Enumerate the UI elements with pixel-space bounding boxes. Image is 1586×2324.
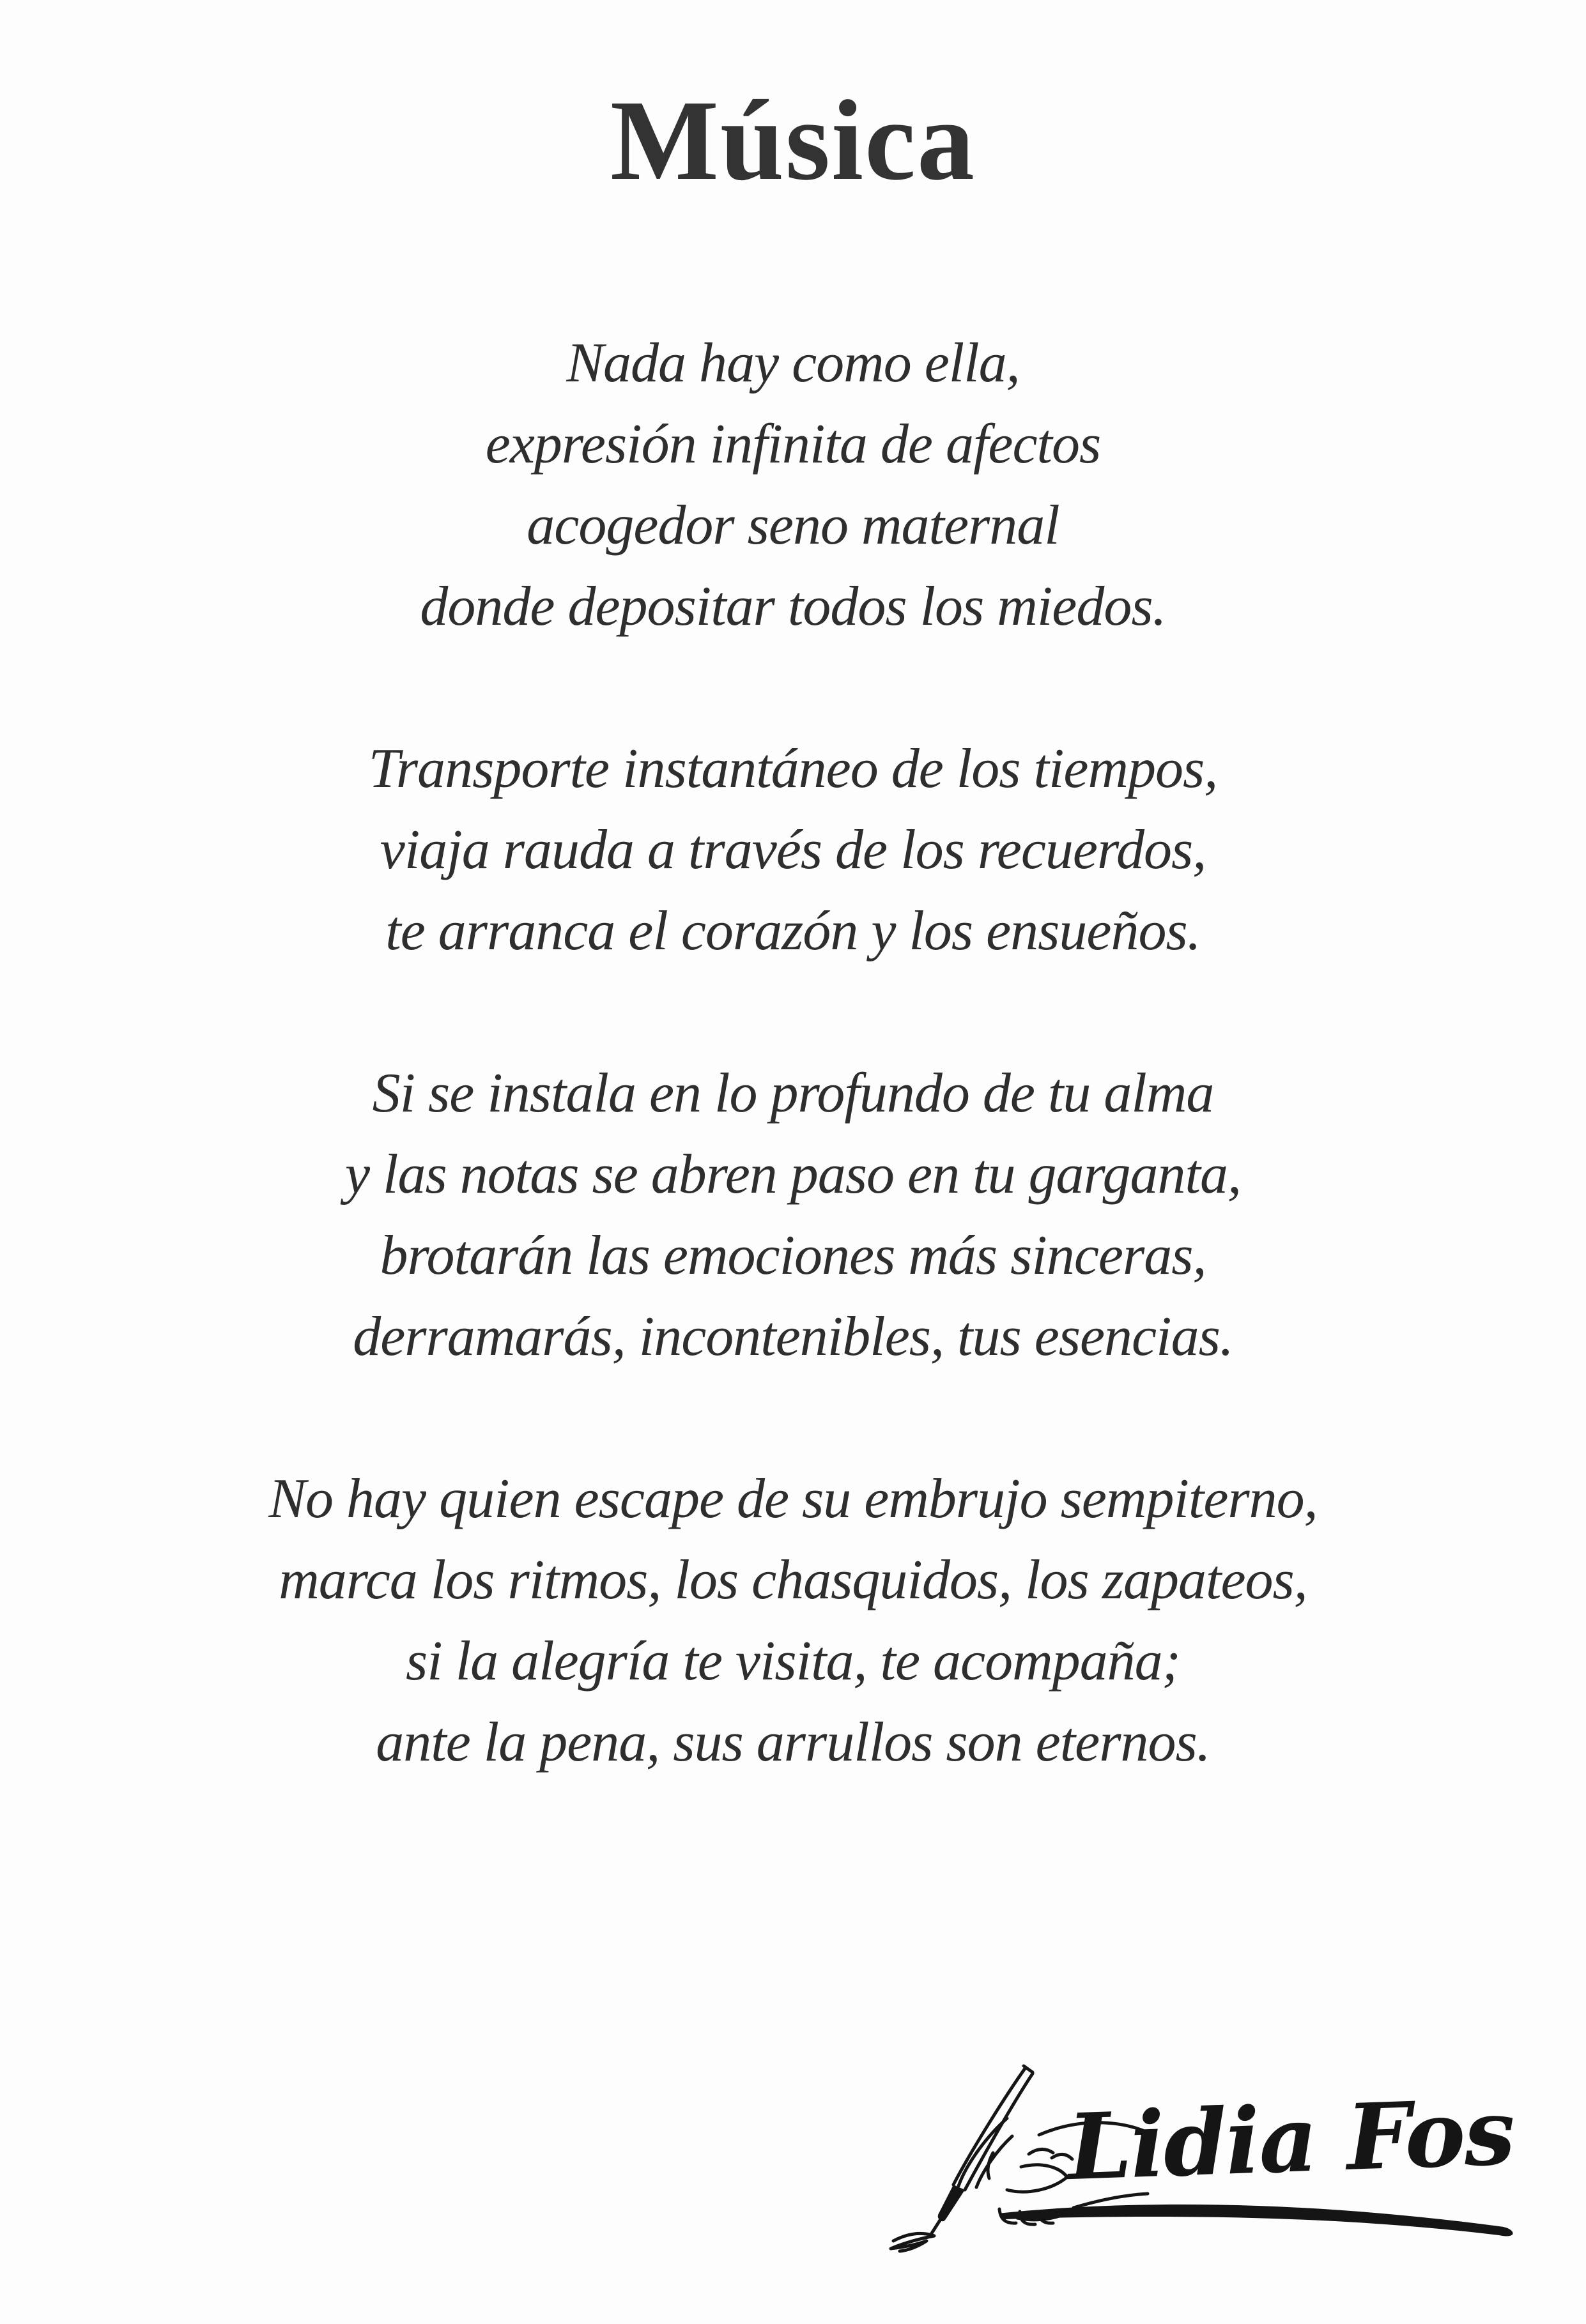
poem-line: acogedor seno maternal	[527, 494, 1059, 556]
stanza-4	[0, 1458, 1586, 1783]
poem-line: marca los ritmos, los chasquidos, los zapateos,	[279, 1549, 1307, 1611]
poem-page	[0, 77, 1586, 2324]
poem	[0, 323, 1586, 1783]
poem-line: brotarán las emociones más sinceras,	[380, 1225, 1206, 1287]
poem-line: No hay quien escape de su embrujo sempiterno,	[268, 1468, 1318, 1530]
poem-line: Nada hay como ella,	[566, 332, 1020, 394]
stanza-3	[0, 1053, 1586, 1377]
poem-line: viaja rauda a través de los recuerdos,	[380, 819, 1206, 881]
poem-line: y las notas se abren paso en tu garganta,	[345, 1143, 1241, 1205]
poem-line: Transporte instantáneo de los tiempos,	[368, 738, 1218, 800]
poem-line: te arranca el corazón y los ensueños.	[385, 900, 1201, 962]
signature-block	[831, 2038, 1546, 2313]
page-title: Música	[610, 77, 976, 204]
stanza-1	[0, 323, 1586, 647]
poem-line: ante la pena, sus arrullos son eternos.	[376, 1711, 1210, 1773]
stanza-2	[0, 728, 1586, 972]
poem-line: si la alegría te visita, te acompaña;	[406, 1630, 1180, 1692]
poem-line: donde depositar todos los miedos.	[420, 576, 1166, 638]
signature-underline-flourish	[997, 2194, 1527, 2251]
poem-line: expresión infinita de afectos	[485, 413, 1101, 475]
poem-line: Si se instala en lo profundo de tu alma	[372, 1062, 1214, 1124]
poem-line: derramarás, incontenibles, tus esencias.	[353, 1306, 1233, 1368]
signature-name: Lidia Fos	[1066, 2079, 1516, 2201]
